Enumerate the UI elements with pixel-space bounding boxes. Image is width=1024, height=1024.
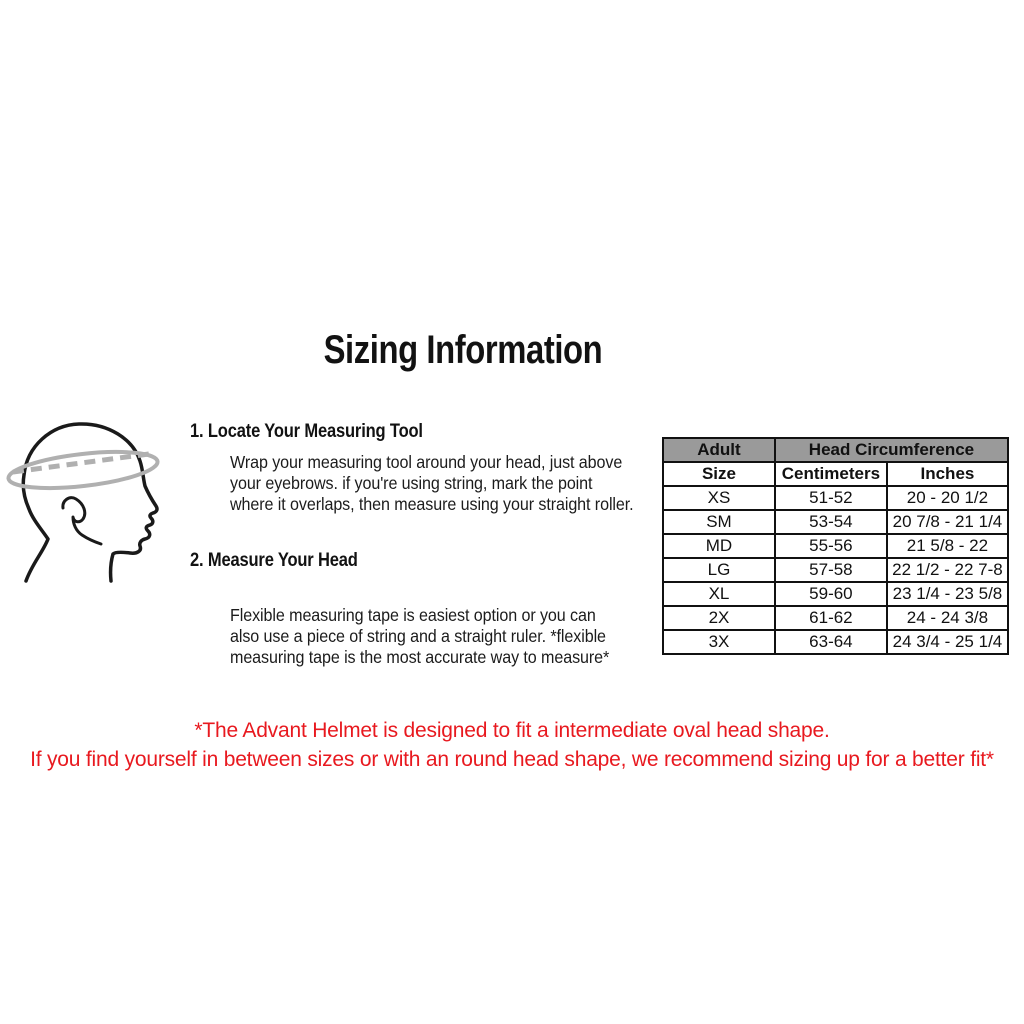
- centimeters-cell: 57-58: [775, 558, 887, 582]
- size-cell: XL: [663, 582, 775, 606]
- table-row: [663, 582, 1008, 606]
- table-group-header-row: [663, 438, 1008, 462]
- page-title-row: [0, 328, 926, 373]
- step-1-body-line: Wrap your measuring tool around your head, just above: [230, 452, 623, 472]
- inches-cell: 24 - 24 3/8: [887, 606, 1008, 630]
- inches-cell: 24 3/4 - 25 1/4: [887, 630, 1008, 654]
- table-column-header-row: [663, 462, 1008, 486]
- step-1-body: [230, 452, 634, 515]
- size-cell: 2X: [663, 606, 775, 630]
- head-profile-illustration: [1, 412, 171, 592]
- ear-outline: [63, 498, 101, 544]
- size-chart-table: [662, 437, 1009, 655]
- inches-cell: 22 1/2 - 22 7-8: [887, 558, 1008, 582]
- step-2-body-line: Flexible measuring tape is easiest option or you can: [230, 605, 596, 625]
- size-cell: MD: [663, 534, 775, 558]
- group-header-head-circumference: Head Circumference: [775, 438, 1008, 462]
- column-header-centimeters: Centimeters: [775, 462, 887, 486]
- step-1-body-line: your eyebrows. if you're using string, mark the point: [230, 473, 593, 493]
- centimeters-cell: 63-64: [775, 630, 887, 654]
- table-row: [663, 486, 1008, 510]
- size-cell: LG: [663, 558, 775, 582]
- centimeters-cell: 51-52: [775, 486, 887, 510]
- head-outline: [23, 424, 157, 581]
- group-header-adult: Adult: [663, 438, 775, 462]
- fit-disclaimer-line-1: *The Advant Helmet is designed to fit a intermediate oval head shape.: [194, 719, 830, 742]
- inches-cell: 20 7/8 - 21 1/4: [887, 510, 1008, 534]
- step-2-heading: 2. Measure Your Head: [190, 550, 358, 571]
- fit-disclaimer: [0, 716, 1024, 774]
- table-row: [663, 510, 1008, 534]
- step-1-heading: 1. Locate Your Measuring Tool: [190, 421, 423, 442]
- centimeters-cell: 61-62: [775, 606, 887, 630]
- page-title: Sizing Information: [323, 328, 603, 372]
- size-cell: SM: [663, 510, 775, 534]
- inches-cell: 23 1/4 - 23 5/8: [887, 582, 1008, 606]
- size-cell: XS: [663, 486, 775, 510]
- step-2-body-line: measuring tape is the most accurate way to measure*: [230, 647, 610, 667]
- inches-cell: 20 - 20 1/2: [887, 486, 1008, 510]
- column-header-inches: Inches: [887, 462, 1008, 486]
- table-row: [663, 606, 1008, 630]
- size-cell: 3X: [663, 630, 775, 654]
- centimeters-cell: 53-54: [775, 510, 887, 534]
- step-2-body: [230, 605, 609, 668]
- table-row: [663, 534, 1008, 558]
- column-header-size: Size: [663, 462, 775, 486]
- fit-disclaimer-line-2: If you find yourself in between sizes or with an round head shape, we recommend sizing up for a better fit*: [30, 748, 994, 771]
- table-row: [663, 630, 1008, 654]
- centimeters-cell: 59-60: [775, 582, 887, 606]
- table-row: [663, 558, 1008, 582]
- step-1-body-line: where it overlaps, then measure using your straight roller.: [230, 494, 634, 514]
- inches-cell: 21 5/8 - 22: [887, 534, 1008, 558]
- centimeters-cell: 55-56: [775, 534, 887, 558]
- step-2-body-line: also use a piece of string and a straight ruler. *flexible: [230, 626, 606, 646]
